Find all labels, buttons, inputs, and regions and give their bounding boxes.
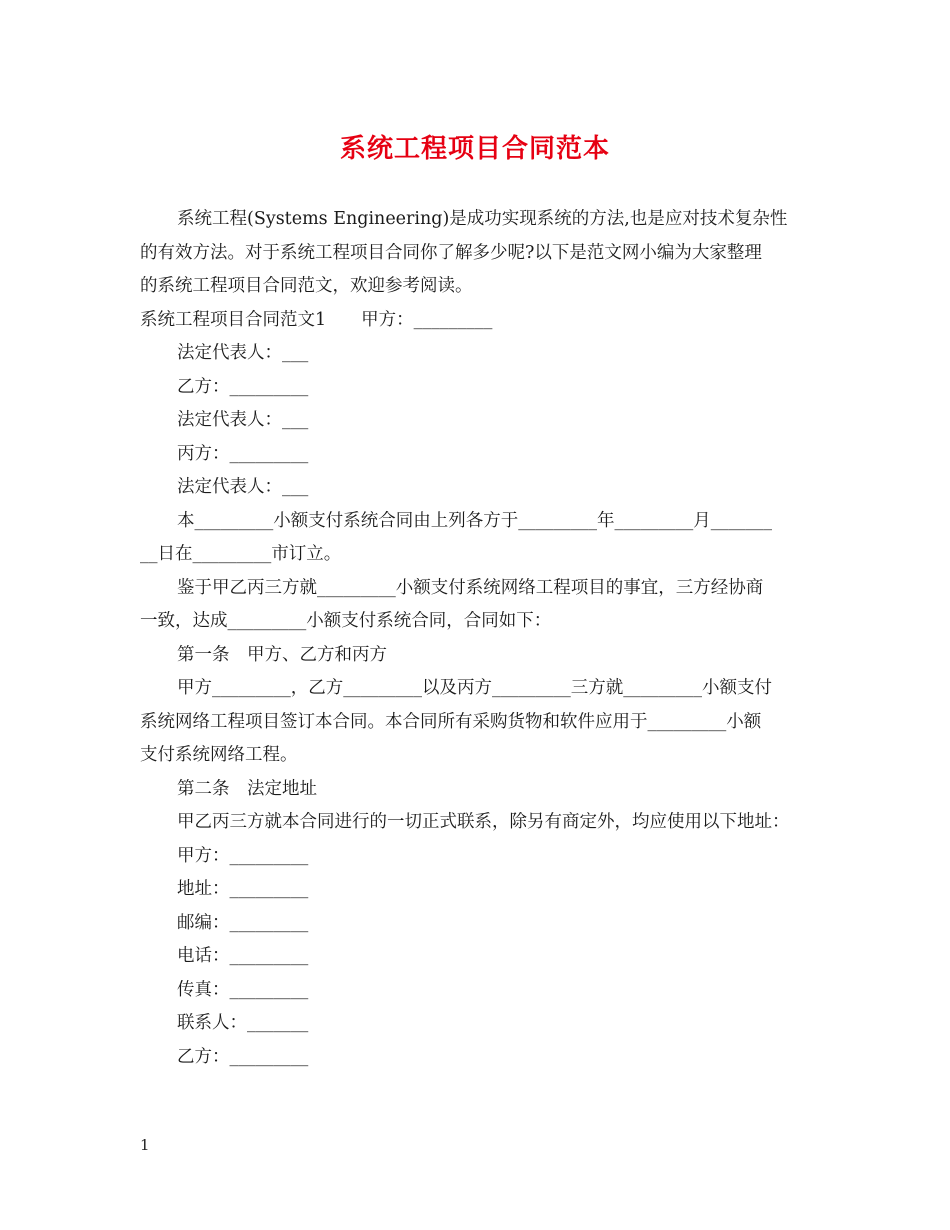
text-line: 的系统工程项目合同范文，欢迎参考阅读。 bbox=[140, 276, 473, 296]
document-title: 系统工程项目合同范本 bbox=[339, 134, 610, 164]
text-line: 乙方：_________ bbox=[177, 376, 309, 397]
text-line: 第一条 甲方、乙方和丙方 bbox=[177, 644, 387, 665]
text-line: 地址：_________ bbox=[177, 879, 309, 899]
text-line: 丙方：_________ bbox=[177, 443, 309, 464]
text-line: 邮编：_________ bbox=[177, 912, 309, 933]
text-line: 传真：_________ bbox=[177, 979, 309, 1000]
text-line: 系统工程项目合同范文1 甲方：_________ bbox=[140, 309, 493, 330]
text-line: 法定代表人：___ bbox=[177, 410, 309, 430]
text-line: 本_________小额支付系统合同由上列各方于_________年_________月_______ bbox=[177, 510, 772, 531]
text-line: 甲方_________，乙方_________以及丙方_________三方就_________小额支付 bbox=[177, 678, 772, 698]
text-line: __日在_________市订立。 bbox=[140, 544, 342, 564]
text-line: 支付系统网络工程。 bbox=[140, 745, 298, 765]
text-line: 系统网络工程项目签订本合同。本合同所有采购货物和软件应用于_________小额 bbox=[140, 711, 762, 732]
text-line: 联系人：_______ bbox=[177, 1013, 309, 1033]
text-line: 法定代表人：___ bbox=[177, 477, 309, 497]
text-line: 甲乙丙三方就本合同进行的一切正式联系，除另有商定外，均应使用以下地址： bbox=[177, 812, 790, 832]
page-number: 1 bbox=[140, 1136, 150, 1154]
document-body bbox=[140, 203, 820, 1074]
text-line: 第二条 法定地址 bbox=[177, 778, 317, 799]
text-line: 鉴于甲乙丙三方就_________小额支付系统网络工程项目的事宜，三方经协商 bbox=[177, 577, 764, 598]
text-line: 一致，达成_________小额支付系统合同，合同如下： bbox=[140, 611, 552, 631]
text-line: 乙方：_________ bbox=[177, 1046, 309, 1067]
text-line: 系统工程(Systems Engineering)是成功实现系统的方法,也是应对技术复杂性 bbox=[177, 209, 788, 229]
text-line: 甲方：_________ bbox=[177, 845, 309, 866]
text-line: 法定代表人：___ bbox=[177, 343, 309, 363]
text-line: 电话：_________ bbox=[177, 946, 309, 966]
text-line: 的有效方法。对于系统工程项目合同你了解多少呢?以下是范文网小编为大家整理 bbox=[140, 242, 762, 263]
